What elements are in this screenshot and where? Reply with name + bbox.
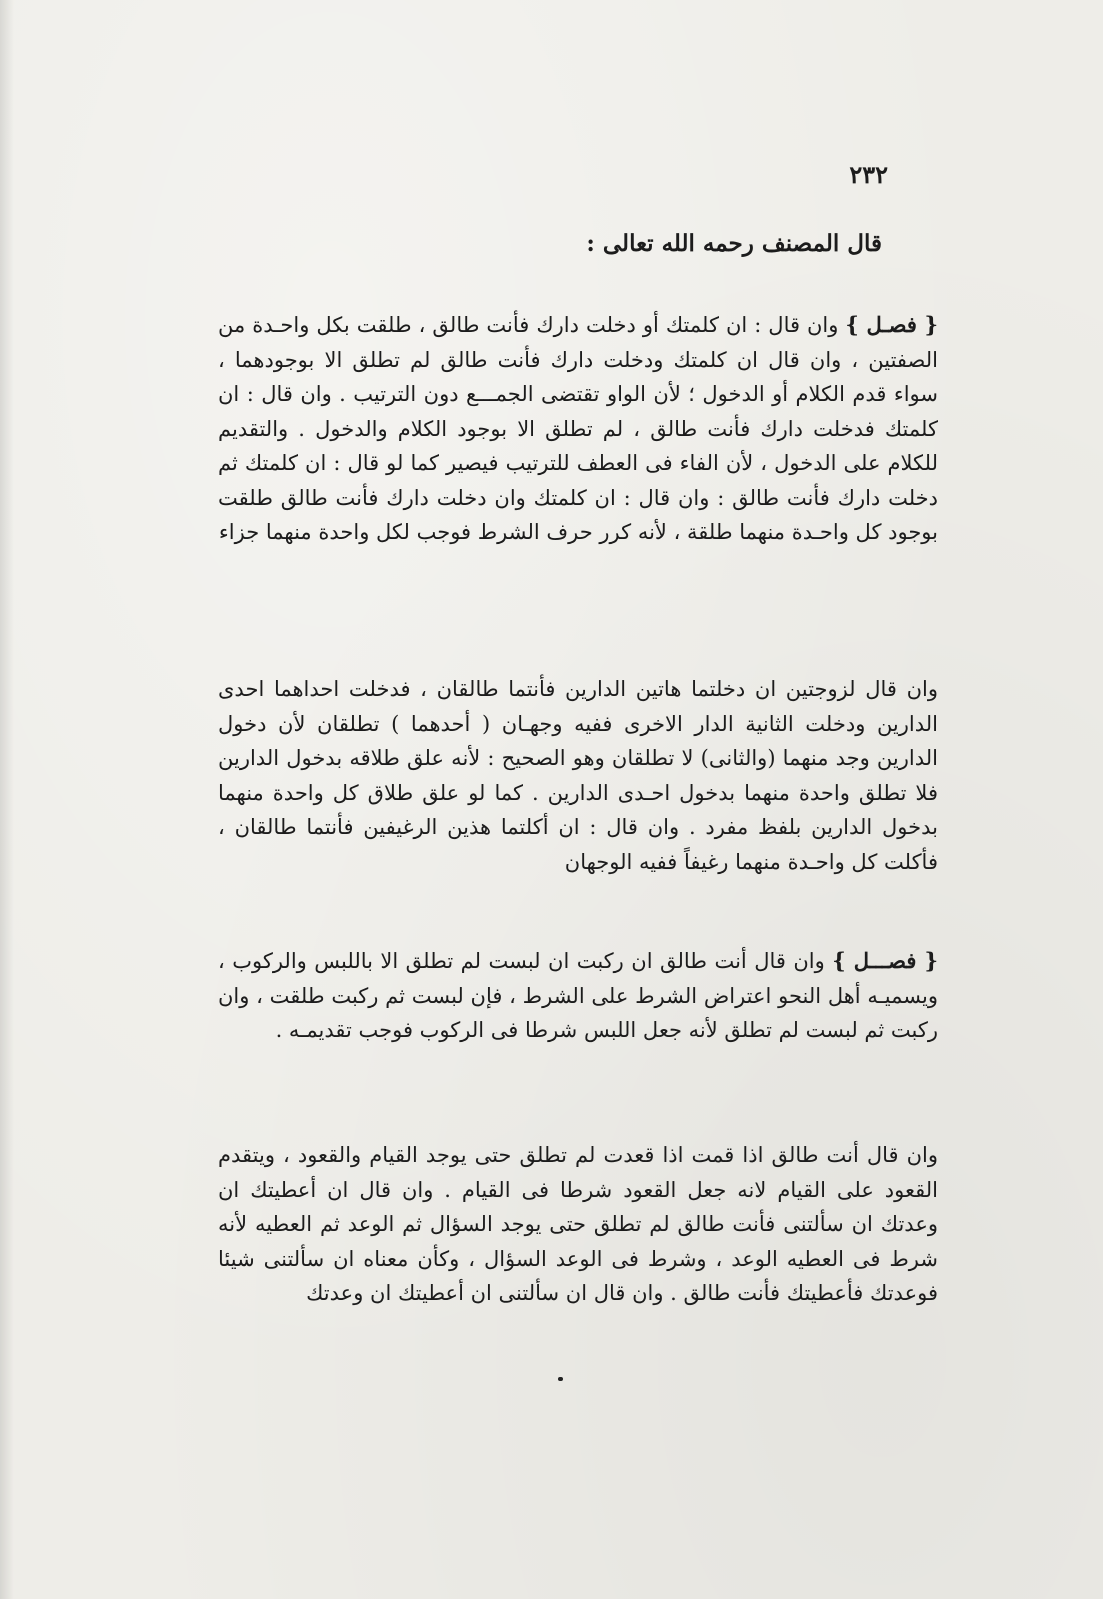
paragraph-3 — [218, 944, 938, 1048]
page-number: ٢٣٢ — [849, 160, 888, 189]
paragraph-text — [218, 672, 938, 879]
paragraph-body: وان قال لزوجتين ان دخلتما هاتين الدارين فأنتما طالقان ، فدخلت احداهما احدى الدارين ودخلت الثانية الدار الاخرى ففيه وجهـان ( أحدهما ) تطلقان لأن دخول الدارين وجد منهما (والثانى) لا تطلقان وهو الصحيح : لأنه علق طلاقه بدخول الدارين فلا تطلق واحدة منهما بدخول احـدى الدارين . كما لو علق طلاق كل واحدة منهما بدخول الدارين بلفظ مفرد . وان قال : ان أكلتما هذين الرغيفين فأنتما طالقان ، فأكلت كل واحـدة منهما رغيفاً ففيه الوجهان — [218, 677, 938, 874]
binding-shadow — [0, 0, 14, 1599]
paragraph-4 — [218, 1138, 938, 1311]
fasl-marker: { فصـل } — [845, 312, 938, 337]
fasl-marker: { فصـــل } — [832, 948, 938, 973]
paragraph-text — [218, 308, 938, 550]
paragraph-2 — [218, 672, 938, 879]
paragraph-text — [218, 1138, 938, 1311]
paragraph-body: وان قال : ان كلمتك أو دخلت دارك فأنت طالق ، طلقت بكل واحـدة من الصفتين ، وان قال ان كلمتك ودخلت دارك فأنت طالق لم تطلق الا بوجودهما ، سواء قدم الكلام أو الدخول ؛ لأن الواو تقتضى الجمـــع دون الترتيب . وان قال : ان كلمتك فدخلت دارك فأنت طالق ، لم تطلق الا بوجود الكلام والدخول . والتقديم للكلام على الدخول ، لأن الفاء فى العطف للترتيب فيصير كما لو قال : ان كلمتك ثم دخلت دارك فأنت طالق : وان قال : ان كلمتك وان دخلت دارك فأنت طالق طلقت بوجود كل واحـدة منهما طلقة ، لأنه كرر حرف الشرط فوجب لكل واحدة منهما جزاء — [218, 313, 938, 544]
paragraph-text — [218, 944, 938, 1048]
paragraph-body: وان قال أنت طالق ان ركبت ان لبست لم تطلق الا باللبس والركوب ، ويسميـه أهل النحو اعتراض الشرط على الشرط ، فإن لبست ثم ركبت طلقت ، وان ركبت ثم لبست لم تطلق لأنه جعل اللبس شرطا فى الركوب فوجب تقديمـه . — [218, 949, 938, 1042]
paragraph-body: وان قال أنت طالق اذا قمت اذا قعدت لم تطلق حتى يوجد القيام والقعود ، ويتقدم القعود على القيام لانه جعل القعود شرطا فى القيام . وان قال ان أعطيتك ان وعدتك ان سألتنى فأنت طالق لم تطلق حتى يوجد السؤال ثم الوعد ثم العطيه لأنه شرط فى العطيه الوعد ، وشرط فى الوعد السؤال ، وكأن معناه ان سألتنى شيئا فوعدتك فأعطيتك فأنت طالق . وان قال ان سألتنى ان أعطيتك ان وعدتك — [218, 1143, 938, 1305]
ink-speck — [558, 1377, 563, 1381]
paragraph-1 — [218, 308, 938, 550]
section-heading: قال المصنف رحمه الله تعالى : — [586, 230, 882, 257]
